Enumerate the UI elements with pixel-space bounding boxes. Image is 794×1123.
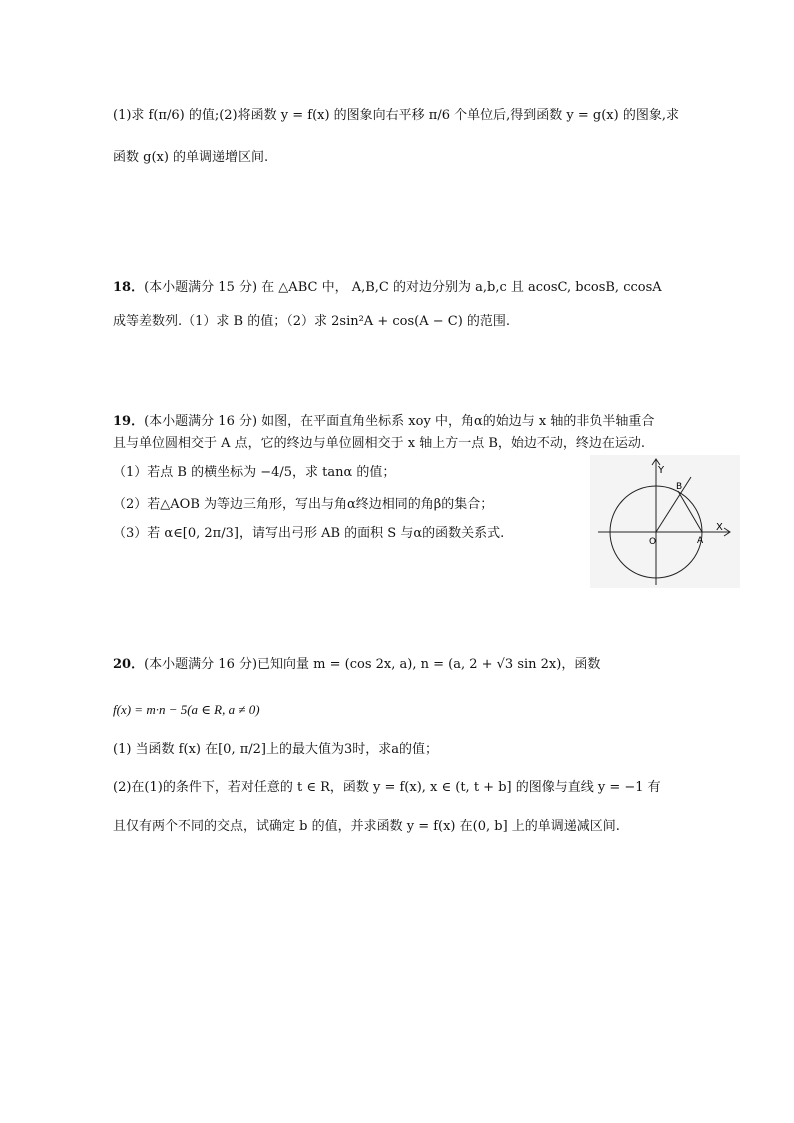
p19-question-2: （2）若△AOB 为等边三角形，写出与角α终边相同的角β的集合； (113, 497, 494, 512)
p20-text-1: (本小题满分 16 分)已知向量 m = (cos 2x, a), n = (a, 2 + √3 sin 2x)，函数 (144, 657, 601, 672)
label-x: X (716, 522, 723, 533)
p18-text-1: (本小题满分 15 分) 在 △ABC 中， A,B,C 的对边分别为 a,b,c 且 acosC, bcosB, ccosA (144, 280, 662, 295)
p19-number: 19． (113, 414, 145, 429)
p19-line-2: 且与单位圆相交于 A 点，它的终边与单位圆相交于 x 轴上方一点 B，始边不动，终边在运动. (113, 436, 646, 451)
label-y: Y (658, 465, 665, 476)
p19-text-1: (本小题满分 16 分) 如图，在平面直角坐标系 xoy 中，角α的始边与 x 轴的非负半轴重合 (144, 414, 655, 429)
label-o: O (649, 537, 657, 547)
p20-line-1 (113, 655, 600, 675)
label-b: B (676, 482, 683, 492)
unit-circle-figure (590, 455, 740, 588)
p20-line-3: (1) 当函数 f(x) 在[0, π/2]上的最大值为3时，求a的值； (113, 742, 438, 757)
p19-line-1 (113, 412, 654, 432)
p17-line-2: 函数 g(x) 的单调递增区间. (113, 150, 269, 165)
p20-line-2: f(x) = m·n − 5(a ∈ R, a ≠ 0) (113, 702, 260, 717)
p19-question-3: （3）若 α∈[0, 2π/3]，请写出弓形 AB 的面积 S 与α的函数关系式. (113, 526, 505, 541)
p18-line-1 (113, 278, 662, 298)
label-a: A (697, 536, 704, 546)
p20-number: 20． (113, 657, 145, 672)
p20-line-5: 且仅有两个不同的交点，试确定 b 的值，并求函数 y = f(x) 在(0, b] 上的单调递减区间. (113, 819, 620, 834)
p18-number: 18． (113, 280, 145, 295)
p17-line-1: (1)求 f(π/6) 的值;(2)将函数 y = f(x) 的图象向右平移 π/6 个单位后,得到函数 y = g(x) 的图象,求 (113, 108, 679, 123)
p19-question-1: （1）若点 B 的横坐标为 −4/5，求 tanα 的值； (113, 465, 396, 480)
p20-line-4: (2)在(1)的条件下，若对任意的 t ∈ R，函数 y = f(x), x ∈ (t, t + b] 的图像与直线 y = −1 有 (113, 780, 661, 795)
p18-line-2: 成等差数列.（1）求 B 的值；（2）求 2sin²A + cos(A − C) 的范围. (113, 314, 511, 329)
